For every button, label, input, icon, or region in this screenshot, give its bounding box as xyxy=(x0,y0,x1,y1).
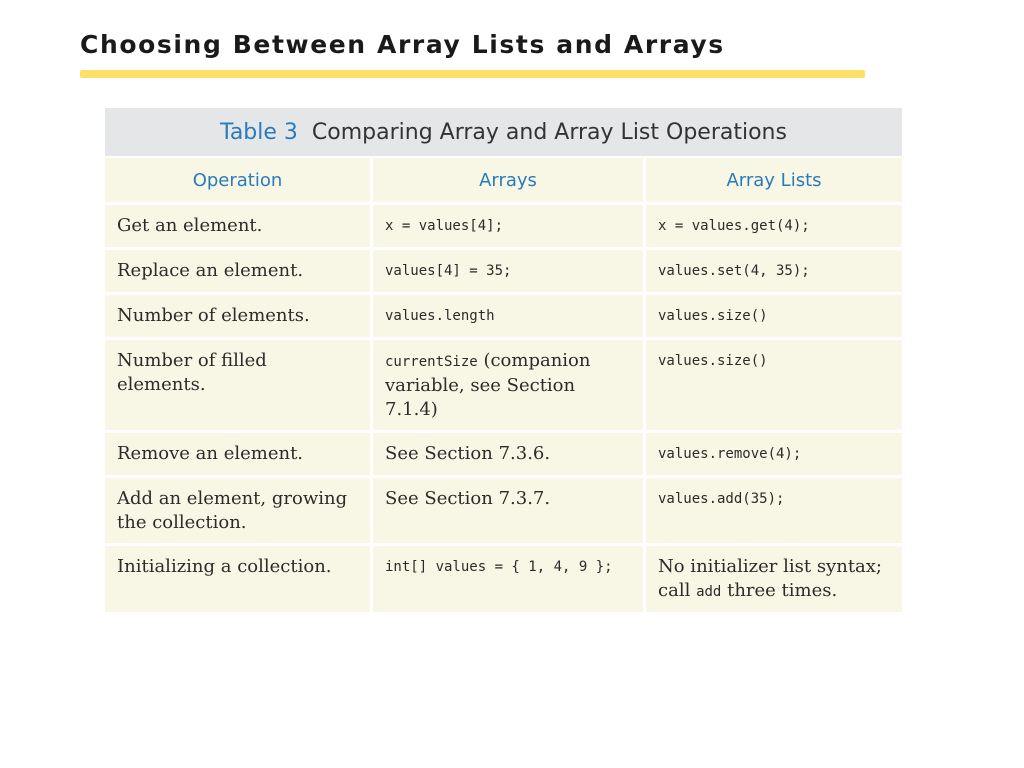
array-lists-note-start: No initializer list syntax; call xyxy=(658,556,882,601)
operation-cell: Remove an element. xyxy=(105,433,373,478)
header-row xyxy=(105,158,902,205)
operation-cell: Number of elements. xyxy=(105,295,373,340)
operation-cell: Get an element. xyxy=(105,205,373,250)
arrays-cell: values.length xyxy=(373,295,646,340)
operation-cell: Add an element, growing the collection. xyxy=(105,478,373,546)
arrays-code: currentSize xyxy=(385,354,478,370)
arrays-cell: values[4] = 35; xyxy=(373,250,646,295)
header-operation: Operation xyxy=(105,158,373,205)
operations-table xyxy=(105,158,902,615)
array-lists-code: add xyxy=(696,584,722,600)
table-row xyxy=(105,478,902,546)
array-lists-cell: x = values.get(4); xyxy=(646,205,902,250)
array-lists-cell: values.set(4, 35); xyxy=(646,250,902,295)
arrays-cell: See Section 7.3.6. xyxy=(373,433,646,478)
table-number: Table 3 xyxy=(220,119,298,145)
operation-cell: Replace an element. xyxy=(105,250,373,295)
arrays-note: (companion variable, see Section 7.1.4) xyxy=(385,350,591,420)
table-caption xyxy=(105,108,902,158)
operation-cell: Number of filled elements. xyxy=(105,340,373,433)
arrays-cell: int[] values = { 1, 4, 9 }; xyxy=(373,546,646,615)
array-lists-cell: values.remove(4); xyxy=(646,433,902,478)
header-arrays: Arrays xyxy=(373,158,646,205)
table-title: Comparing Array and Array List Operations xyxy=(311,119,787,145)
table-row xyxy=(105,546,902,615)
array-lists-cell: values.size() xyxy=(646,295,902,340)
table-row xyxy=(105,295,902,340)
table-row xyxy=(105,205,902,250)
array-lists-cell: values.add(35); xyxy=(646,478,902,546)
array-lists-note-end: three times. xyxy=(721,580,838,601)
table-row xyxy=(105,340,902,433)
array-lists-cell xyxy=(646,546,902,615)
header-array-lists: Array Lists xyxy=(646,158,902,205)
comparison-table xyxy=(105,108,902,615)
table-row xyxy=(105,433,902,478)
title-underline xyxy=(80,70,865,78)
arrays-cell: See Section 7.3.7. xyxy=(373,478,646,546)
arrays-cell: x = values[4]; xyxy=(373,205,646,250)
operation-cell: Initializing a collection. xyxy=(105,546,373,615)
arrays-cell xyxy=(373,340,646,433)
array-lists-cell: values.size() xyxy=(646,340,902,433)
slide-title: Choosing Between Array Lists and Arrays xyxy=(80,30,725,59)
table-row xyxy=(105,250,902,295)
